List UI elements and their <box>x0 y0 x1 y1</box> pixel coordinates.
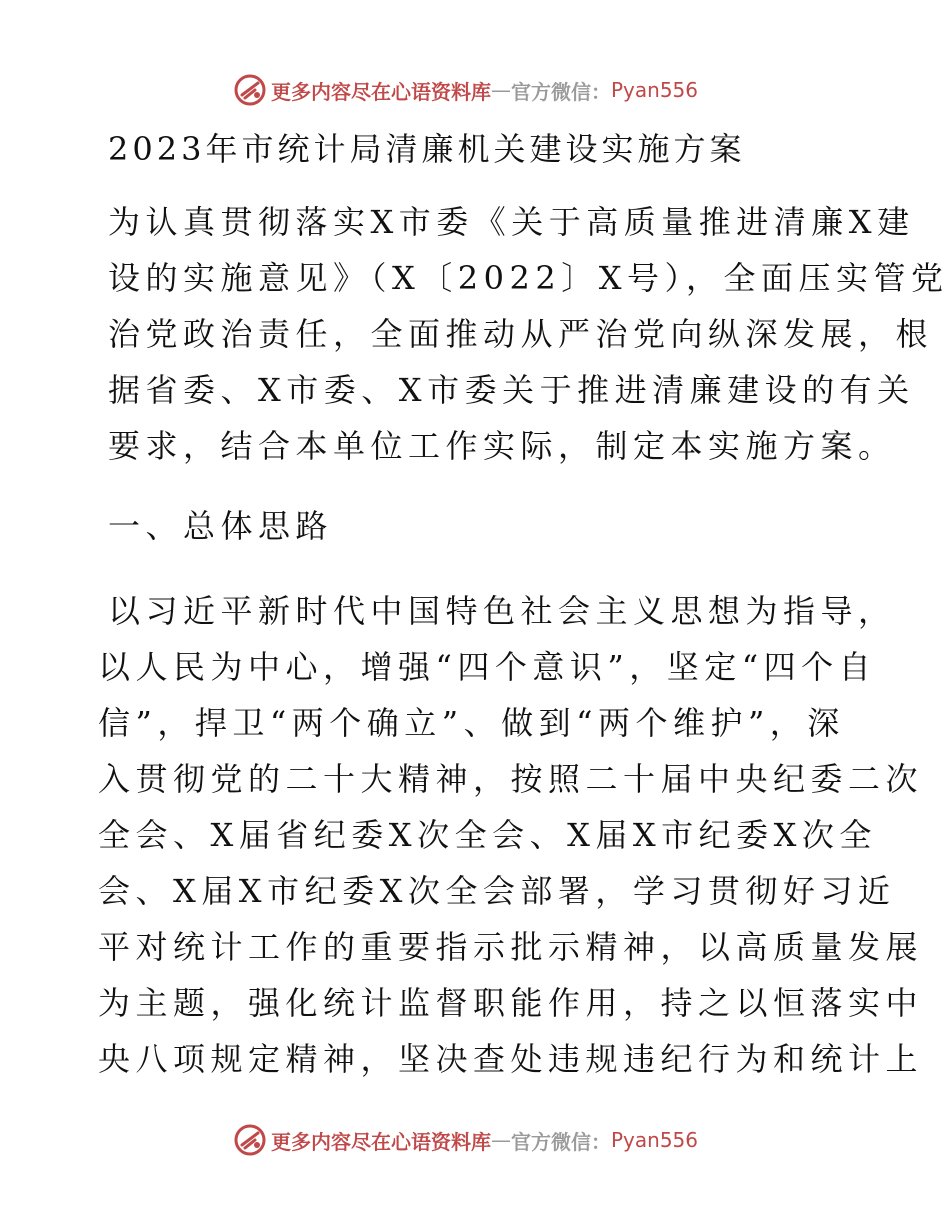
logo-icon <box>233 1123 267 1157</box>
watermark-wechat-id: Pyan556 <box>611 78 699 102</box>
text-line: 据省委、X市委、X市委关于推进清廉建设的有关 <box>108 371 915 409</box>
text-line: 要求，结合本单位工作实际，制定本实施方案。 <box>108 427 896 465</box>
text-line: 治党政治责任，全面推动从严治党向纵深发展，根 <box>108 315 934 353</box>
document-title: 2023年市统计局清廉机关建设实施方案 <box>108 130 746 168</box>
section-heading <box>98 498 868 554</box>
watermark-site-text: 更多内容尽在心语资料库 <box>271 1129 491 1154</box>
text-line: 央八项规定精神，坚决查处违规违纪行为和统计上 <box>98 1040 924 1078</box>
section-heading-text: 一、总体思路 <box>108 507 334 545</box>
intro-paragraph <box>98 194 949 474</box>
body-paragraph <box>98 583 924 1087</box>
text-line: 会、X届X市纪委X次全会部署，学习贯彻好习近 <box>98 872 896 910</box>
logo-icon <box>233 73 267 107</box>
watermark-site-text: 更多内容尽在心语资料库 <box>271 79 491 104</box>
text-line: 为主题，强化统计监督职能作用，持之以恒落实中 <box>98 984 924 1022</box>
watermark-header <box>233 70 713 110</box>
text-line: 设的实施意见》（X〔2022〕X号），全面压实管党 <box>108 259 949 297</box>
text-line: 入贯彻党的二十大精神，按照二十届中央纪委二次 <box>98 760 924 798</box>
text-line: 以人民为中心，增强“四个意识”，坚定“四个自 <box>98 648 877 686</box>
text-line: 以习近平新时代中国特色社会主义思想为指导， <box>108 592 896 630</box>
watermark-official-label: 官方微信： <box>511 79 611 104</box>
text-line: 信”，捍卫“两个确立”、做到“两个维护”，深 <box>98 704 845 742</box>
watermark-wechat-id: Pyan556 <box>611 1128 699 1152</box>
watermark-footer <box>233 1120 713 1160</box>
text-line: 为认真贯彻落实X市委《关于高质量推进清廉X建 <box>108 203 915 241</box>
watermark-dash: — <box>491 1128 511 1152</box>
text-line: 平对统计工作的重要指示批示精神，以高质量发展 <box>98 928 924 966</box>
text-line: 全会、X届省纪委X次全会、X届X市纪委X次全 <box>98 816 877 854</box>
watermark-dash: — <box>491 78 511 102</box>
watermark-official-label: 官方微信： <box>511 1129 611 1154</box>
